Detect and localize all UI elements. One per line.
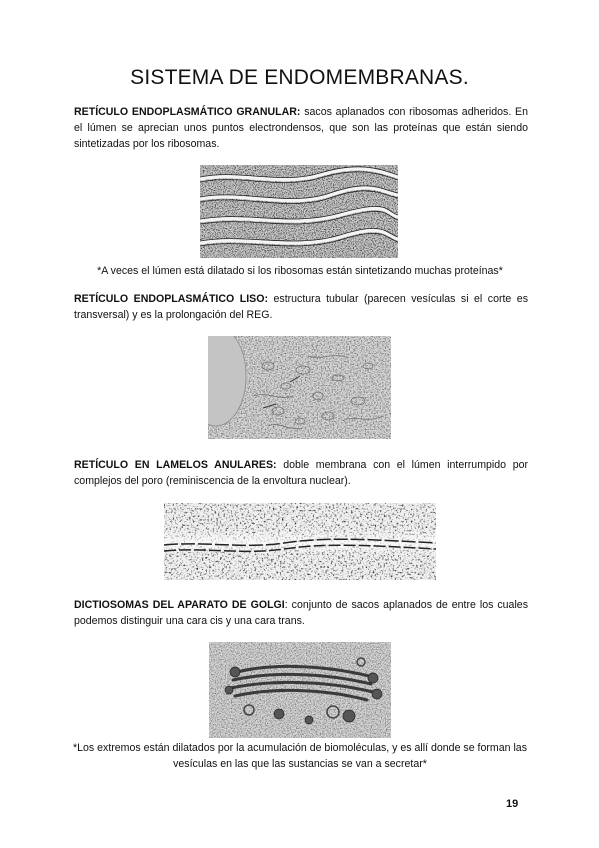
page-title: SISTEMA DE ENDOMEMBRANAS. (130, 66, 469, 89)
section-annulate-heading: RETÍCULO EN LAMELOS ANULARES: (74, 459, 277, 471)
section-rer-paragraph (74, 104, 528, 152)
section-ser-heading: RETÍCULO ENDOPLASMÁTICO LISO: (74, 293, 269, 305)
section-ser-paragraph (74, 291, 528, 323)
rer-caption: *A veces el lúmen está dilatado si los ribosomas están sintetizando muchas proteínas* (97, 265, 503, 277)
section-rer-text: sacos aplanados con ribosomas adheridos. En el lúmen se aprecian unos puntos electrondensos, que son las proteínas que están siendo sintetizadas por los ribosomas. (74, 106, 529, 150)
section-ser-text: estructura tubular (parecen vesículas si el corte es transversal) y es la prolongación del REG. (74, 293, 529, 321)
annulate-lamellae-micrograph (164, 503, 436, 580)
section-golgi-text: : conjunto de sacos aplanados de entre los cuales podemos distinguir una cara cis y una cara trans. (74, 599, 528, 627)
section-golgi-paragraph (74, 597, 528, 629)
ser-micrograph (208, 336, 391, 439)
section-golgi-heading: DICTIOSOMAS DEL APARATO DE GOLGI (74, 599, 285, 611)
section-annulate-paragraph (74, 457, 528, 489)
section-annulate-text: doble membrana con el lúmen interrumpido por complejos del poro (reminiscencia de la envoltura nuclear). (74, 459, 529, 487)
golgi-caption: *Los extremos están dilatados por la acumulación de biomoléculas, y es allí donde se forman las vesículas en las que las sustancias se van a secretar* (72, 742, 527, 770)
section-rer-heading: RETÍCULO ENDOPLASMÁTICO GRANULAR: (74, 106, 301, 118)
rer-micrograph (200, 165, 398, 258)
golgi-micrograph (209, 642, 391, 738)
page-number: 19 (506, 798, 519, 810)
